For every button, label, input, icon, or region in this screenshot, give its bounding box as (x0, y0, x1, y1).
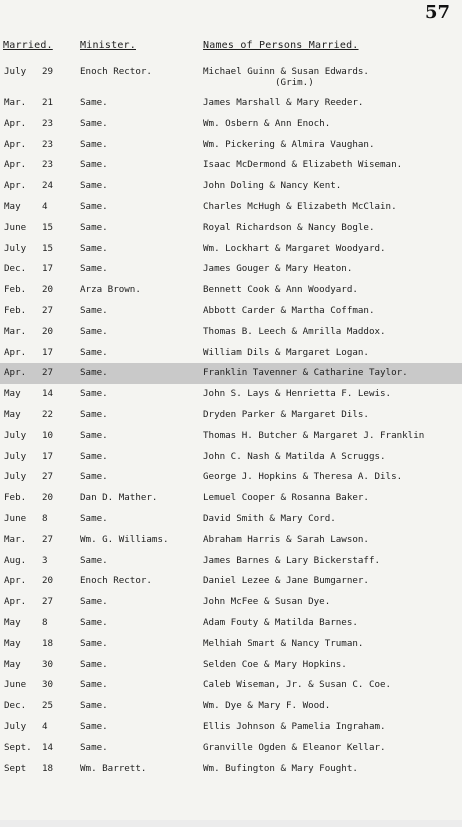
date-month: Apr. (4, 575, 27, 587)
minister-name: Same. (80, 616, 108, 628)
date-month: May (4, 658, 21, 670)
date-day: 30 (42, 658, 54, 670)
couple-names-line: Adam Fouty & Matilda Barnes. (203, 616, 358, 628)
page-bottom-edge (0, 820, 462, 827)
couple-names (203, 159, 462, 170)
couple-names-line: Royal Richardson & Nancy Bogle. (203, 221, 375, 233)
minister-name: Same. (80, 263, 108, 275)
minister-name: Enoch Rector. (80, 66, 152, 77)
couple-names-line: John McFee & Susan Dye. (203, 596, 331, 608)
couple-names-line: James Gouger & Mary Heaton. (203, 263, 353, 275)
couple-names (203, 700, 462, 711)
couple-names-line: Michael Guinn & Susan Edwards. (203, 66, 369, 77)
date-day: 15 (42, 221, 54, 233)
date-month: Sept (4, 762, 27, 774)
table-row (0, 239, 462, 260)
table-header (0, 40, 462, 56)
page-number: 57 (424, 2, 450, 23)
date-day: 23 (42, 159, 54, 171)
table-row (0, 759, 462, 780)
minister-name: Same. (80, 159, 108, 171)
couple-names-note: (Grim.) (275, 77, 314, 88)
couple-names (203, 742, 462, 753)
date-day: 10 (42, 429, 54, 441)
table-row (0, 322, 462, 343)
couple-names (203, 409, 462, 420)
date-day: 29 (42, 66, 54, 77)
minister-name: Same. (80, 429, 108, 441)
table-row (0, 717, 462, 738)
couple-names (203, 638, 462, 649)
couple-names (203, 388, 462, 399)
couple-names (203, 66, 462, 88)
table-row (0, 447, 462, 468)
minister-name: Same. (80, 700, 108, 712)
table-row (0, 343, 462, 364)
couple-names (203, 201, 462, 212)
couple-names-line: William Dils & Margaret Logan. (203, 346, 369, 358)
table-row (0, 384, 462, 405)
couple-names-line: Ellis Johnson & Pamelia Ingraham. (203, 720, 386, 732)
date-month: July (4, 242, 27, 254)
minister-name: Arza Brown. (80, 284, 141, 296)
date-month: Feb. (4, 304, 27, 316)
table-row (0, 467, 462, 488)
date-day: 27 (42, 304, 54, 316)
couple-names (203, 679, 462, 690)
couple-names-line: Abraham Harris & Sarah Lawson. (203, 533, 369, 545)
couple-names-line: Wm. Lockhart & Margaret Woodyard. (203, 242, 386, 254)
couple-names-line: Wm. Dye & Mary F. Wood. (203, 700, 331, 712)
date-month: Aug. (4, 554, 27, 566)
minister-name: Dan D. Mather. (80, 492, 158, 504)
date-day: 20 (42, 325, 54, 337)
minister-name: Same. (80, 637, 108, 649)
minister-column-header: Minister. (80, 40, 136, 51)
couple-names-line: Charles McHugh & Elizabeth McClain. (203, 200, 397, 212)
table-row (0, 426, 462, 447)
marriage-records-table (0, 62, 462, 779)
date-day: 20 (42, 492, 54, 504)
minister-name: Same. (80, 512, 108, 524)
date-day: 20 (42, 284, 54, 296)
couple-names-line: Daniel Lezee & Jane Bumgarner. (203, 575, 369, 587)
date-day: 23 (42, 117, 54, 129)
minister-name: Same. (80, 471, 108, 483)
date-day: 15 (42, 242, 54, 254)
date-month: Apr. (4, 367, 27, 379)
couple-names (203, 97, 462, 108)
couple-names-line: George J. Hopkins & Theresa A. Dils. (203, 471, 403, 483)
date-month: Apr. (4, 596, 27, 608)
couple-names-line: John Doling & Nancy Kent. (203, 180, 342, 192)
minister-name: Same. (80, 679, 108, 691)
date-month: Sept. (4, 741, 32, 753)
couple-names (203, 575, 462, 586)
minister-name: Same. (80, 180, 108, 192)
couple-names (203, 471, 462, 482)
couple-names-line: Bennett Cook & Ann Woodyard. (203, 284, 358, 296)
couple-names (203, 617, 462, 628)
date-month: June (4, 679, 27, 691)
minister-name: Same. (80, 346, 108, 358)
couple-names (203, 596, 462, 607)
couple-names-line: Wm. Bufington & Mary Fought. (203, 762, 358, 774)
date-day: 30 (42, 679, 54, 691)
couple-names (203, 284, 462, 295)
couple-names (203, 367, 462, 378)
couple-names-line: Melhiah Smart & Nancy Truman. (203, 637, 364, 649)
date-month: June (4, 512, 27, 524)
date-day: 3 (42, 554, 48, 566)
date-month: May (4, 616, 21, 628)
table-row (0, 675, 462, 696)
minister-name: Same. (80, 117, 108, 129)
table-row (0, 551, 462, 572)
date-month: Mar. (4, 325, 27, 337)
table-row (0, 114, 462, 135)
names-column-header: Names of Persons Married. (203, 40, 359, 51)
minister-name: Same. (80, 741, 108, 753)
table-row (0, 259, 462, 280)
table-row (0, 571, 462, 592)
couple-names-line: Thomas H. Butcher & Margaret J. Franklin (203, 429, 425, 441)
couple-names (203, 721, 462, 732)
couple-names-line: James Barnes & Lary Bickerstaff. (203, 554, 381, 566)
date-month: Apr. (4, 138, 27, 150)
table-row (0, 696, 462, 717)
date-month: July (4, 720, 27, 732)
table-row (0, 197, 462, 218)
date-day: 27 (42, 367, 54, 379)
table-row (0, 93, 462, 114)
date-day: 4 (42, 720, 48, 732)
couple-names-line: Granville Ogden & Eleanor Kellar. (203, 741, 386, 753)
minister-name: Same. (80, 450, 108, 462)
couple-names (203, 139, 462, 150)
table-row (0, 280, 462, 301)
table-row (0, 488, 462, 509)
minister-name: Enoch Rector. (80, 575, 152, 587)
minister-name: Same. (80, 554, 108, 566)
date-day: 27 (42, 471, 54, 483)
date-day: 25 (42, 700, 54, 712)
table-row (0, 301, 462, 322)
minister-name: Same. (80, 596, 108, 608)
date-day: 17 (42, 346, 54, 358)
date-month: Apr. (4, 117, 27, 129)
date-day: 24 (42, 180, 54, 192)
date-month: May (4, 388, 21, 400)
table-row (0, 135, 462, 156)
date-month: Feb. (4, 492, 27, 504)
couple-names (203, 118, 462, 129)
table-row (0, 738, 462, 759)
minister-name: Same. (80, 138, 108, 150)
date-month: Feb. (4, 284, 27, 296)
table-row (0, 218, 462, 239)
table-row (0, 62, 462, 93)
date-day: 27 (42, 596, 54, 608)
couple-names (203, 180, 462, 191)
couple-names (203, 492, 462, 503)
couple-names (203, 555, 462, 566)
table-row (0, 405, 462, 426)
minister-name: Same. (80, 200, 108, 212)
date-month: July (4, 429, 27, 441)
couple-names-line: John S. Lays & Henrietta F. Lewis. (203, 388, 392, 400)
table-row (0, 176, 462, 197)
date-day: 21 (42, 97, 54, 108)
date-month: May (4, 637, 21, 649)
date-month: Apr. (4, 180, 27, 192)
couple-names (203, 263, 462, 274)
table-row (0, 613, 462, 634)
minister-name: Same. (80, 325, 108, 337)
couple-names (203, 430, 462, 441)
couple-names (203, 659, 462, 670)
minister-name: Same. (80, 720, 108, 732)
couple-names-line: James Marshall & Mary Reeder. (203, 97, 364, 108)
date-day: 14 (42, 388, 54, 400)
couple-names (203, 222, 462, 233)
table-row (0, 634, 462, 655)
couple-names-line: David Smith & Mary Cord. (203, 512, 336, 524)
table-row (0, 592, 462, 613)
date-month: July (4, 450, 27, 462)
couple-names (203, 513, 462, 524)
date-day: 8 (42, 616, 48, 628)
date-month: Apr. (4, 346, 27, 358)
date-day: 23 (42, 138, 54, 150)
couple-names-line: Abbott Carder & Martha Coffman. (203, 304, 375, 316)
couple-names-line: Wm. Pickering & Almira Vaughan. (203, 138, 375, 150)
couple-names-line: Dryden Parker & Margaret Dils. (203, 408, 369, 420)
date-month: Mar. (4, 533, 27, 545)
couple-names (203, 305, 462, 316)
minister-name: Wm. G. Williams. (80, 533, 169, 545)
couple-names (203, 347, 462, 358)
date-day: 17 (42, 263, 54, 275)
couple-names-line: John C. Nash & Matilda A Scruggs. (203, 450, 386, 462)
minister-name: Same. (80, 304, 108, 316)
table-row (0, 509, 462, 530)
date-day: 4 (42, 200, 48, 212)
minister-name: Wm. Barrett. (80, 762, 147, 774)
date-month: May (4, 200, 21, 212)
date-day: 22 (42, 408, 54, 420)
date-month: June (4, 221, 27, 233)
table-row (0, 530, 462, 551)
couple-names-line: Franklin Tavenner & Catharine Taylor. (203, 367, 408, 379)
table-row (0, 155, 462, 176)
couple-names (203, 763, 462, 774)
minister-name: Same. (80, 242, 108, 254)
table-row (0, 363, 462, 384)
minister-name: Same. (80, 97, 108, 108)
date-month: Mar. (4, 97, 27, 108)
date-day: 14 (42, 741, 54, 753)
date-month: July (4, 66, 27, 77)
couple-names-line: Caleb Wiseman, Jr. & Susan C. Coe. (203, 679, 392, 691)
date-month: May (4, 408, 21, 420)
date-day: 18 (42, 762, 54, 774)
date-day: 27 (42, 533, 54, 545)
couple-names (203, 243, 462, 254)
table-row (0, 655, 462, 676)
minister-name: Same. (80, 388, 108, 400)
date-day: 8 (42, 512, 48, 524)
couple-names (203, 326, 462, 337)
date-day: 17 (42, 450, 54, 462)
minister-name: Same. (80, 367, 108, 379)
date-month: Dec. (4, 263, 27, 275)
date-month: July (4, 471, 27, 483)
date-month: Dec. (4, 700, 27, 712)
minister-name: Same. (80, 408, 108, 420)
married-column-header: Married. (3, 40, 53, 51)
minister-name: Same. (80, 221, 108, 233)
couple-names-line: Lemuel Cooper & Rosanna Baker. (203, 492, 369, 504)
date-day: 18 (42, 637, 54, 649)
couple-names-line: Isaac McDermond & Elizabeth Wiseman. (203, 159, 403, 171)
couple-names-line: Selden Coe & Mary Hopkins. (203, 658, 347, 670)
couple-names (203, 451, 462, 462)
date-month: Apr. (4, 159, 27, 171)
date-day: 20 (42, 575, 54, 587)
couple-names (203, 534, 462, 545)
couple-names-line: Wm. Osbern & Ann Enoch. (203, 117, 331, 129)
minister-name: Same. (80, 658, 108, 670)
couple-names-line: Thomas B. Leech & Amrilla Maddox. (203, 325, 386, 337)
